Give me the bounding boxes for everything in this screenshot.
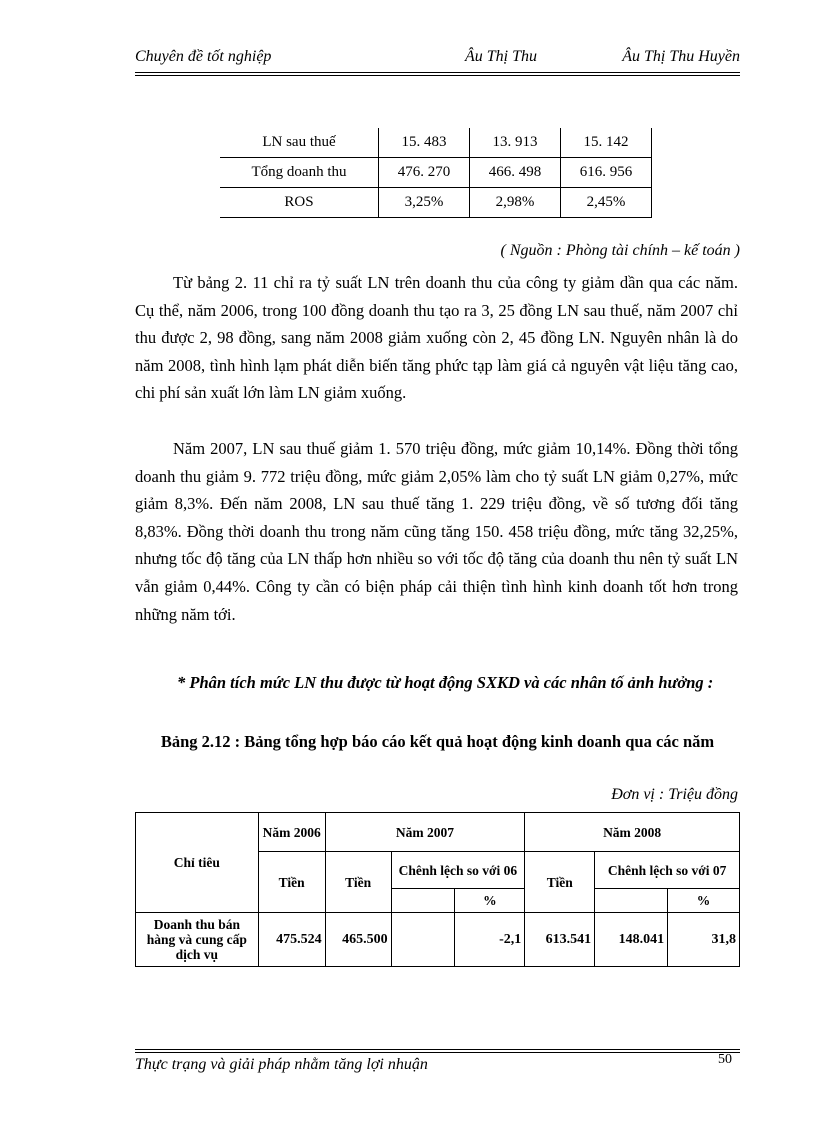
table-row bbox=[136, 913, 740, 967]
table-cell: 15. 142 bbox=[561, 128, 652, 158]
header-diff-07: Chênh lệch so với 07 bbox=[595, 852, 740, 889]
paragraph: Năm 2007, LN sau thuế giảm 1. 570 triệu đồng, mức giảm 10,14%. Đồng thời tổng doanh thu giảm 9. 772 triệu đồng, mức giảm 2,05% làm cho tỷ suất LN giảm 0,27%, mức giảm 8,3%. Đến năm 2008, LN sau thuế tăng 1. 229 triệu đồng, về số tương đối tăng 8,83%. Đồng thời doanh thu trong năm cũng tăng 150. 458 triệu đồng, mức tăng 32,25%, nhưng tốc độ tăng của LN thấp hơn nhiều so với tốc độ tăng của doanh thu nên tỷ suất LN vẫn giảm 0,44%. Công ty cần có biện pháp cải thiện tình hình kinh doanh tốt hơn trong những năm tới. bbox=[135, 439, 738, 624]
diff-2008-amount: 148.041 bbox=[595, 913, 668, 967]
header-empty bbox=[595, 889, 668, 913]
header-tien: Tiền bbox=[525, 852, 595, 913]
table-cell: 13. 913 bbox=[470, 128, 561, 158]
table-cell: Tổng doanh thu bbox=[220, 158, 379, 188]
footer-rule bbox=[135, 1049, 740, 1050]
header-empty bbox=[391, 889, 455, 913]
table-cell: 466. 498 bbox=[470, 158, 561, 188]
diff-2008-percent: 31,8 bbox=[668, 913, 740, 967]
table-cell: 15. 483 bbox=[379, 128, 470, 158]
value-2007: 465.500 bbox=[325, 913, 391, 967]
footer-rule-secondary bbox=[135, 1052, 740, 1053]
footer-title: Thực trạng và giải pháp nhằm tăng lợi nhuận bbox=[135, 1056, 428, 1073]
header-year-2007: Năm 2007 bbox=[325, 813, 525, 852]
value-2008: 613.541 bbox=[525, 913, 595, 967]
diff-2007-percent: -2,1 bbox=[455, 913, 525, 967]
header-percent: % bbox=[668, 889, 740, 913]
table-row bbox=[220, 188, 652, 218]
page-header bbox=[135, 48, 740, 72]
header-diff-06: Chênh lệch so với 06 bbox=[391, 852, 525, 889]
section-heading: * Phân tích mức LN thu được từ hoạt động SXKD và các nhân tố ảnh hưởng : bbox=[177, 673, 714, 692]
unit-label: Đơn vị : Triệu đồng bbox=[611, 786, 738, 803]
table-cell: 3,25% bbox=[379, 188, 470, 218]
table-cell: LN sau thuế bbox=[220, 128, 379, 158]
table-source: ( Nguồn : Phòng tài chính – kế toán ) bbox=[500, 242, 740, 259]
paragraph: Từ bảng 2. 11 chỉ ra tỷ suất LN trên doanh thu của công ty giảm dần qua các năm. Cụ thể, năm 2006, trong 100 đồng doanh thu tạo ra 3, 25 đồng LN sau thuế, năm 2007 chỉ thu được 2, 98 đồng, sang năm 2008 giảm xuống còn 2, 45 đồng LN. Nguyên nhân là do năm 2008, tình hình lạm phát diễn biến tăng phức tạp làm giá cả nguyên vật liệu tăng cao, chi phí sản xuất lớn làm LN giảm xuống. bbox=[135, 273, 738, 403]
header-rule bbox=[135, 72, 740, 73]
ros-table bbox=[220, 128, 652, 218]
table-title: Bảng 2.12 : Bảng tổng hợp báo cáo kết quả hoạt động kinh doanh qua các năm bbox=[160, 732, 715, 751]
table-cell: 476. 270 bbox=[379, 158, 470, 188]
header-tien: Tiền bbox=[258, 852, 325, 913]
header-author-full: Âu Thị Thu Huyền bbox=[622, 48, 740, 65]
table-row bbox=[220, 128, 652, 158]
page-number: 50 bbox=[718, 1052, 732, 1067]
header-tien: Tiền bbox=[325, 852, 391, 913]
table-header-row bbox=[136, 813, 740, 852]
header-left-text: Chuyên đề tốt nghiệp bbox=[135, 48, 272, 65]
table-cell: 2,45% bbox=[561, 188, 652, 218]
table-cell: 616. 956 bbox=[561, 158, 652, 188]
table-cell: ROS bbox=[220, 188, 379, 218]
header-percent: % bbox=[455, 889, 525, 913]
header-year-2008: Năm 2008 bbox=[525, 813, 740, 852]
business-results-table bbox=[135, 812, 740, 967]
header-author-short: Âu Thị Thu bbox=[465, 48, 538, 65]
row-label: Doanh thu bán hàng và cung cấp dịch vụ bbox=[136, 913, 259, 967]
table-row bbox=[220, 158, 652, 188]
header-rule-secondary bbox=[135, 75, 740, 76]
diff-2007-amount bbox=[391, 913, 455, 967]
header-year-2006: Năm 2006 bbox=[258, 813, 325, 852]
header-chi-tieu: Chỉ tiêu bbox=[136, 813, 259, 913]
table-cell: 2,98% bbox=[470, 188, 561, 218]
value-2006: 475.524 bbox=[258, 913, 325, 967]
